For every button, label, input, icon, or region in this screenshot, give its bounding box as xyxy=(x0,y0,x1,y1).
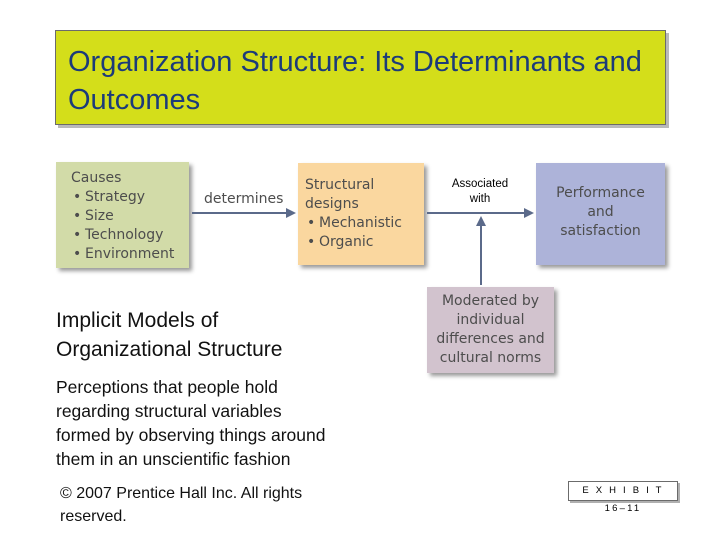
causes-item: • Strategy xyxy=(73,189,145,205)
structural-designs-item: • Organic xyxy=(307,234,374,250)
determines-label: determines xyxy=(204,191,284,207)
causes-heading: Causes xyxy=(71,170,122,186)
performance-box: Performance and satisfaction xyxy=(536,163,665,265)
copyright-notice: © 2007 Prentice Hall Inc. All rights reserved. xyxy=(60,485,303,525)
section-heading: Implicit Models of Organizational Structure xyxy=(56,309,283,361)
causes-item: • Size xyxy=(73,208,114,224)
associated-with-label: Associated with xyxy=(451,178,509,205)
structural-designs-heading: Structural designs xyxy=(305,177,375,212)
causes-item: • Environment xyxy=(73,246,175,262)
moderated-box: Moderated by individual differences and cultural norms xyxy=(427,287,554,373)
bullet-icon: • xyxy=(307,215,316,231)
section-body: Perceptions that people hold regarding structural variables formed by observing things around them in an unscientific fashion xyxy=(56,377,326,469)
bullet-icon: • xyxy=(73,208,82,224)
causes-item: • Technology xyxy=(73,227,164,243)
structural-designs-item: • Mechanistic xyxy=(307,215,402,231)
bullet-icon: • xyxy=(307,234,316,250)
slide-title: Organization Structure: Its Determinants and Outcomes xyxy=(68,46,642,116)
bullet-icon: • xyxy=(73,227,82,243)
bullet-icon: • xyxy=(73,189,82,205)
bullet-icon: • xyxy=(73,246,82,262)
exhibit-label: E X H I B I T 16–11 xyxy=(568,481,678,501)
